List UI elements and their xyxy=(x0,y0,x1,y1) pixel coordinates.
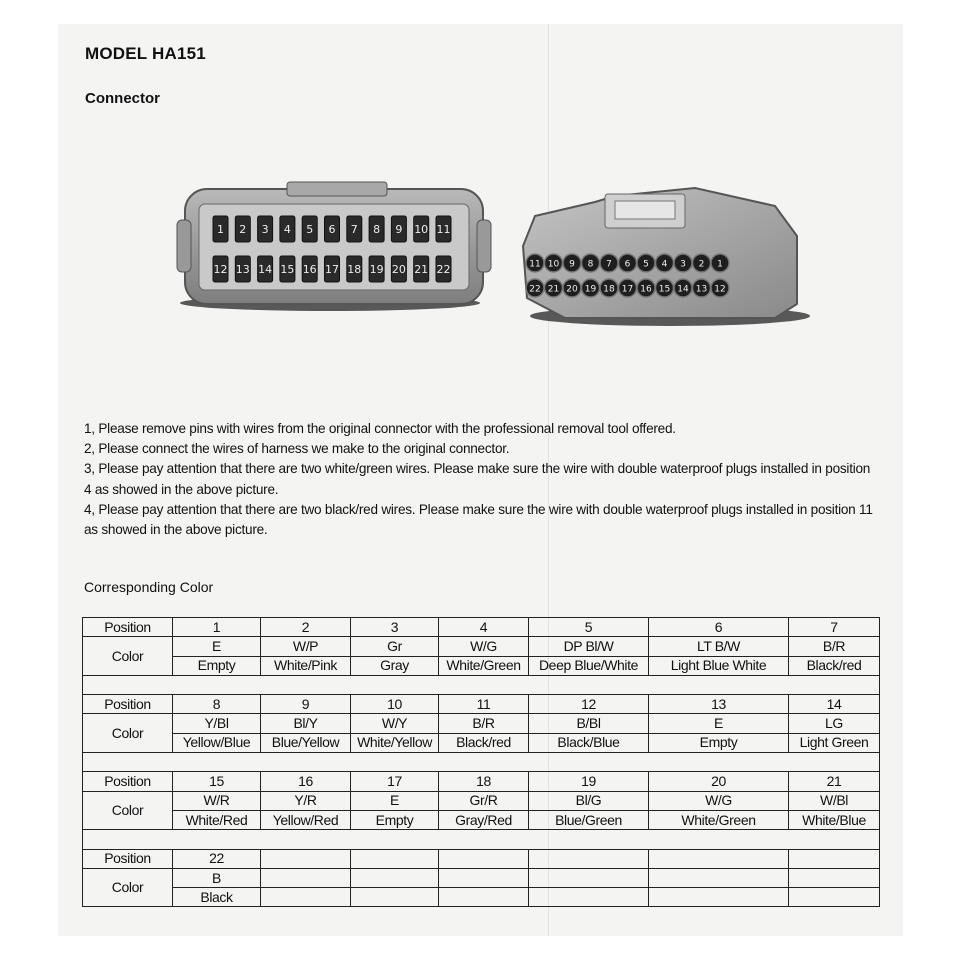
position-cell: 19 xyxy=(529,772,649,791)
color-label: Color xyxy=(83,637,173,676)
color-name-cell: Empty xyxy=(173,656,261,675)
position-cell xyxy=(789,849,880,868)
position-cell: 4 xyxy=(439,618,529,637)
pin-number: 3 xyxy=(261,223,269,236)
rear-pin xyxy=(711,279,729,297)
front-pin xyxy=(414,256,429,282)
position-cell xyxy=(649,849,789,868)
pin-number: 12 xyxy=(714,284,726,295)
color-name-row xyxy=(83,733,880,752)
color-table xyxy=(82,617,880,907)
color-name-cell xyxy=(351,888,439,907)
front-pin xyxy=(325,216,340,242)
pin-number: 4 xyxy=(661,259,668,270)
pin-number: 5 xyxy=(643,259,649,270)
pin-number: 7 xyxy=(606,259,612,270)
position-label: Position xyxy=(83,849,173,868)
color-table-heading: Corresponding Color xyxy=(84,579,214,595)
pin-number: 5 xyxy=(306,223,314,236)
pin-number: 1 xyxy=(217,223,224,236)
rear-pin xyxy=(582,279,600,297)
position-cell: 7 xyxy=(789,618,880,637)
pin-number: 2 xyxy=(698,259,705,270)
pin-number: 22 xyxy=(529,284,541,295)
rear-pin xyxy=(693,279,711,297)
front-pin xyxy=(369,256,384,282)
pin-number: 20 xyxy=(391,263,406,276)
color-name-cell xyxy=(789,888,880,907)
pin-number: 16 xyxy=(640,284,652,295)
rear-pin xyxy=(619,279,637,297)
color-code-row xyxy=(83,791,880,810)
pin-number: 9 xyxy=(395,223,403,236)
color-name-cell: Deep Blue/White xyxy=(529,656,649,675)
connector-front-view xyxy=(177,182,491,311)
position-row xyxy=(83,849,880,868)
rear-pin xyxy=(563,279,581,297)
color-code-cell: Gr xyxy=(351,637,439,656)
position-cell: 8 xyxy=(173,695,261,714)
color-code-cell: Bl/Y xyxy=(261,714,351,733)
pin-number: 8 xyxy=(373,223,381,236)
instruction-item: 1, Please remove pins with wires from the original connector with the professional removal tool offered. xyxy=(84,421,676,436)
color-name-cell: Empty xyxy=(649,733,789,752)
color-code-row xyxy=(83,714,880,733)
rear-pin xyxy=(526,279,544,297)
position-cell: 9 xyxy=(261,695,351,714)
color-code-cell: W/G xyxy=(439,637,529,656)
color-code-cell xyxy=(649,868,789,887)
color-name-cell: Gray/Red xyxy=(439,810,529,829)
position-cell: 10 xyxy=(351,695,439,714)
pin-number: 13 xyxy=(235,263,250,276)
front-pin xyxy=(391,256,406,282)
pin-number: 21 xyxy=(414,263,429,276)
pin-number: 7 xyxy=(350,223,358,236)
front-pin xyxy=(280,216,295,242)
position-cell: 1 xyxy=(173,618,261,637)
color-name-row xyxy=(83,656,880,675)
pin-number: 19 xyxy=(584,284,597,295)
pin-number: 14 xyxy=(677,284,689,295)
position-cell: 20 xyxy=(649,772,789,791)
spacer-row xyxy=(83,753,880,772)
front-pin xyxy=(436,216,451,242)
color-name-cell xyxy=(649,888,789,907)
pin-number: 17 xyxy=(621,284,634,295)
model-title: MODEL HA151 xyxy=(85,44,206,63)
section-title: Connector xyxy=(85,90,160,107)
position-cell xyxy=(439,849,529,868)
pin-number: 15 xyxy=(280,263,295,276)
color-code-row xyxy=(83,637,880,656)
spacer-row xyxy=(83,675,880,694)
color-code-cell xyxy=(261,868,351,887)
color-name-cell: White/Pink xyxy=(261,656,351,675)
pin-number: 13 xyxy=(695,284,708,295)
rear-pin xyxy=(545,279,563,297)
rear-pin xyxy=(674,254,692,272)
rear-pin xyxy=(637,279,655,297)
color-code-cell: E xyxy=(173,637,261,656)
pin-number: 18 xyxy=(347,263,362,276)
color-name-cell: Light Green xyxy=(789,733,880,752)
rear-pin xyxy=(656,279,674,297)
spacer-cell xyxy=(83,753,880,772)
connector-figure xyxy=(175,176,815,336)
color-code-cell: LG xyxy=(789,714,880,733)
color-code-cell: W/Bl xyxy=(789,791,880,810)
color-name-cell: White/Yellow xyxy=(351,733,439,752)
color-code-cell xyxy=(351,868,439,887)
color-name-cell: Yellow/Blue xyxy=(173,733,261,752)
color-name-cell xyxy=(439,888,529,907)
color-name-cell: Gray xyxy=(351,656,439,675)
color-name-cell xyxy=(529,888,649,907)
instruction-item: 3, Please pay attention that there are two white/green wires. Please make sure the wire with double waterproof plugs installed in position 4 as showed in the above picture. xyxy=(84,461,871,497)
color-name-cell: Blue/Green xyxy=(529,810,649,829)
color-name-cell: White/Blue xyxy=(789,810,880,829)
color-name-cell: Black/Blue xyxy=(529,733,649,752)
position-cell: 2 xyxy=(261,618,351,637)
front-pin xyxy=(436,256,451,282)
instructions-list xyxy=(84,419,874,540)
front-pin xyxy=(325,256,340,282)
pin-number: 19 xyxy=(369,263,384,276)
color-code-cell: LT B/W xyxy=(649,637,789,656)
color-name-cell: Black xyxy=(173,888,261,907)
front-pin xyxy=(235,216,250,242)
color-label: Color xyxy=(83,714,173,753)
color-code-cell: B/Bl xyxy=(529,714,649,733)
front-pin xyxy=(347,256,362,282)
rear-pin xyxy=(693,254,711,272)
front-pin xyxy=(213,216,228,242)
color-code-cell: W/P xyxy=(261,637,351,656)
color-name-cell: White/Green xyxy=(439,656,529,675)
position-cell: 22 xyxy=(173,849,261,868)
color-code-cell xyxy=(439,868,529,887)
front-pin xyxy=(258,216,273,242)
color-name-cell: Empty xyxy=(351,810,439,829)
position-cell: 3 xyxy=(351,618,439,637)
color-label: Color xyxy=(83,868,173,907)
color-name-cell: Black/red xyxy=(789,656,880,675)
color-code-cell: B xyxy=(173,868,261,887)
front-pin xyxy=(258,256,273,282)
color-code-cell: W/Y xyxy=(351,714,439,733)
color-code-cell: E xyxy=(351,791,439,810)
color-code-cell: B/R xyxy=(439,714,529,733)
color-code-cell: Gr/R xyxy=(439,791,529,810)
position-cell xyxy=(351,849,439,868)
position-cell xyxy=(529,849,649,868)
color-name-row xyxy=(83,888,880,907)
front-pin xyxy=(302,216,317,242)
position-row xyxy=(83,695,880,714)
front-pin xyxy=(213,256,228,282)
rear-pin xyxy=(545,254,563,272)
pin-number: 4 xyxy=(283,223,291,236)
rear-pin xyxy=(656,254,674,272)
color-code-row xyxy=(83,868,880,887)
instruction-item: 2, Please connect the wires of harness we make to the original connector. xyxy=(84,441,510,457)
rear-pin xyxy=(619,254,637,272)
pin-number: 2 xyxy=(239,223,247,236)
pin-number: 10 xyxy=(547,259,560,270)
color-code-cell: DP Bl/W xyxy=(529,637,649,656)
position-cell: 16 xyxy=(261,772,351,791)
color-code-cell: E xyxy=(649,714,789,733)
color-code-cell: Bl/G xyxy=(529,791,649,810)
position-label: Position xyxy=(83,772,173,791)
position-cell: 11 xyxy=(439,695,529,714)
rear-pin xyxy=(563,254,581,272)
color-label: Color xyxy=(83,791,173,830)
pin-number: 16 xyxy=(302,263,317,276)
color-code-cell xyxy=(529,868,649,887)
rear-pin xyxy=(582,254,600,272)
position-cell: 6 xyxy=(649,618,789,637)
position-cell: 12 xyxy=(529,695,649,714)
position-row xyxy=(83,772,880,791)
color-code-cell: W/G xyxy=(649,791,789,810)
front-pin xyxy=(235,256,250,282)
rear-pin xyxy=(711,254,729,272)
pin-number: 21 xyxy=(547,284,560,295)
color-name-cell: Yellow/Red xyxy=(261,810,351,829)
pin-number: 14 xyxy=(258,263,273,276)
color-name-cell: Blue/Yellow xyxy=(261,733,351,752)
pin-number: 10 xyxy=(414,223,429,236)
position-cell: 17 xyxy=(351,772,439,791)
front-pin xyxy=(414,216,429,242)
pin-number: 1 xyxy=(717,259,723,270)
pin-number: 3 xyxy=(680,259,686,270)
front-pin xyxy=(347,216,362,242)
position-cell xyxy=(261,849,351,868)
color-name-cell xyxy=(261,888,351,907)
color-code-cell xyxy=(789,868,880,887)
pin-number: 22 xyxy=(436,263,451,276)
color-name-cell: White/Green xyxy=(649,810,789,829)
rear-pin xyxy=(600,279,618,297)
rear-pin xyxy=(674,279,692,297)
pin-number: 6 xyxy=(624,259,631,270)
color-code-cell: Y/Bl xyxy=(173,714,261,733)
position-cell: 15 xyxy=(173,772,261,791)
pin-number: 18 xyxy=(603,284,615,295)
position-cell: 14 xyxy=(789,695,880,714)
color-code-cell: B/R xyxy=(789,637,880,656)
position-cell: 5 xyxy=(529,618,649,637)
color-name-cell: White/Red xyxy=(173,810,261,829)
position-cell: 18 xyxy=(439,772,529,791)
pin-number: 20 xyxy=(566,284,578,295)
position-label: Position xyxy=(83,618,173,637)
front-pin xyxy=(369,216,384,242)
rear-pin xyxy=(600,254,618,272)
color-name-row xyxy=(83,810,880,829)
pin-number: 6 xyxy=(328,223,336,236)
pin-number: 8 xyxy=(587,259,594,270)
front-pin xyxy=(391,216,406,242)
spacer-row xyxy=(83,830,880,849)
color-name-cell: Black/red xyxy=(439,733,529,752)
front-pin xyxy=(302,256,317,282)
position-cell: 21 xyxy=(789,772,880,791)
color-code-cell: W/R xyxy=(173,791,261,810)
color-code-cell: Y/R xyxy=(261,791,351,810)
color-name-cell: Light Blue White xyxy=(649,656,789,675)
pin-number: 17 xyxy=(325,263,339,276)
rear-pin xyxy=(637,254,655,272)
instruction-item: 4, Please pay attention that there are two black/red wires. Please make sure the wire with double waterproof plugs installed in position 11 as showed in the above picture. xyxy=(84,501,873,538)
pin-number: 15 xyxy=(658,284,671,295)
spacer-cell xyxy=(83,830,880,849)
position-row xyxy=(83,618,880,637)
front-pin xyxy=(280,256,295,282)
spacer-cell xyxy=(83,675,880,694)
connector-rear-view xyxy=(523,188,810,326)
pin-number: 11 xyxy=(529,259,541,270)
position-label: Position xyxy=(83,695,173,714)
pin-number: 11 xyxy=(436,223,451,236)
rear-pin xyxy=(526,254,544,272)
position-cell: 13 xyxy=(649,695,789,714)
pin-number: 9 xyxy=(569,259,575,270)
pin-number: 12 xyxy=(213,263,228,276)
